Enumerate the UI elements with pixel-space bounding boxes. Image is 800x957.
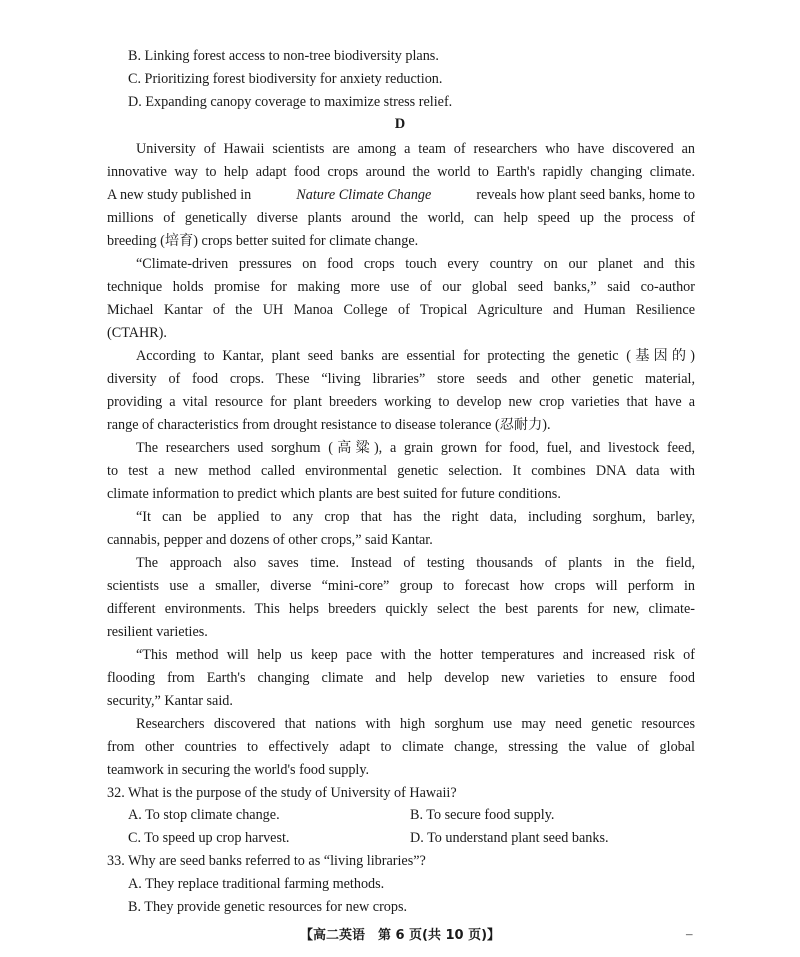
p3-line2: diversity of food crops. These “living libraries” store seeds and other genetic material, [107,371,695,387]
p4-line3: climate information to predict which plants are best suited for future conditions. [107,486,561,502]
section-heading: D [394,116,406,132]
p2-line2: technique holds promise for making more use of our global seed banks,” said co-author [107,279,695,295]
p7-line2: flooding from Earth's changing climate and help develop new varieties to ensure food [107,670,695,686]
question-33-option-a: A. They replace traditional farming methods. [128,876,385,892]
p7-line3: security,” Kantar said. [107,693,233,709]
p3-line3: providing a vital resource for plant breeders working to develop new crop varieties that have a [107,394,695,410]
p8-line2: from other countries to effectively adapt to climate change, stressing the value of global [107,739,695,755]
question-32-option-c: C. To speed up crop harvest. [128,830,290,846]
prev-option-d: D. Expanding canopy coverage to maximize stress relief. [128,94,453,110]
p4-line2: to test a new method called environmental genetic selection. It combines DNA data with [107,463,695,479]
prev-option-b: B. Linking forest access to non-tree biodiversity plans. [128,48,439,64]
p6-line4: resilient varieties. [107,624,208,640]
journal-title: Nature Climate Change [296,187,432,203]
p1-line3-start: A new study published in [107,187,252,203]
p6-line2: scientists use a smaller, diverse “mini-core” group to forecast how crops will perform in [107,578,695,594]
question-33-stem: 33. Why are seed banks referred to as “living libraries”? [107,853,426,869]
p8-line3: teamwork in securing the world's food supply. [107,762,370,778]
p6-line1: The approach also saves time. Instead of testing thousands of plants in the field, [136,555,695,571]
p3-line4: range of characteristics from drought resistance to disease tolerance (忍耐力). [107,417,551,433]
question-32-option-b: B. To secure food supply. [410,807,555,823]
p4-line1: The researchers used sorghum (高粱), a grain grown for food, fuel, and livestock feed, [136,440,695,456]
p2-line1: “Climate-driven pressures on food crops touch every country on our planet and this [136,256,695,272]
p1-line4: millions of genetically diverse plants around the world, can help speed up the process of [107,210,695,226]
p7-line1: “This method will help us keep pace with the hotter temperatures and increased risk of [136,647,695,663]
p2-line4: (CTAHR). [107,325,167,341]
p1-line3-end: reveals how plant seed banks, home to [476,187,695,203]
prev-option-c: C. Prioritizing forest biodiversity for anxiety reduction. [128,71,443,87]
p1-line5: breeding (培育) crops better suited for climate change. [107,233,419,249]
p8-line1: Researchers discovered that nations with high sorghum use may need genetic resources [136,716,695,732]
p1-line3 [107,185,695,205]
p5-line2: cannabis, pepper and dozens of other crops,” said Kantar. [107,532,433,548]
footer-mark: – [686,926,693,941]
question-32-option-d: D. To understand plant seed banks. [410,830,609,846]
question-32-option-a: A. To stop climate change. [128,807,280,823]
p5-line1: “It can be applied to any crop that has the right data, including sorghum, barley, [136,509,695,525]
page-footer: 【高二英语 第 6 页(共 10 页)】 [299,928,501,943]
question-33-option-b: B. They provide genetic resources for new crops. [128,899,408,915]
p3-line1: According to Kantar, plant seed banks are essential for protecting the genetic (基因的) [136,348,695,364]
p2-line3: Michael Kantar of the UH Manoa College of Tropical Agriculture and Human Resilience [107,302,695,318]
p1-line2: innovative way to help adapt food crops around the world to Earth's rapidly changing climate. [107,164,695,180]
p6-line3: different environments. This helps breeders quickly select the best parents for new, climate- [107,601,695,617]
question-32-stem: 32. What is the purpose of the study of University of Hawaii? [107,785,457,801]
p1-line1: University of Hawaii scientists are among a team of researchers who have discovered an [136,141,695,157]
